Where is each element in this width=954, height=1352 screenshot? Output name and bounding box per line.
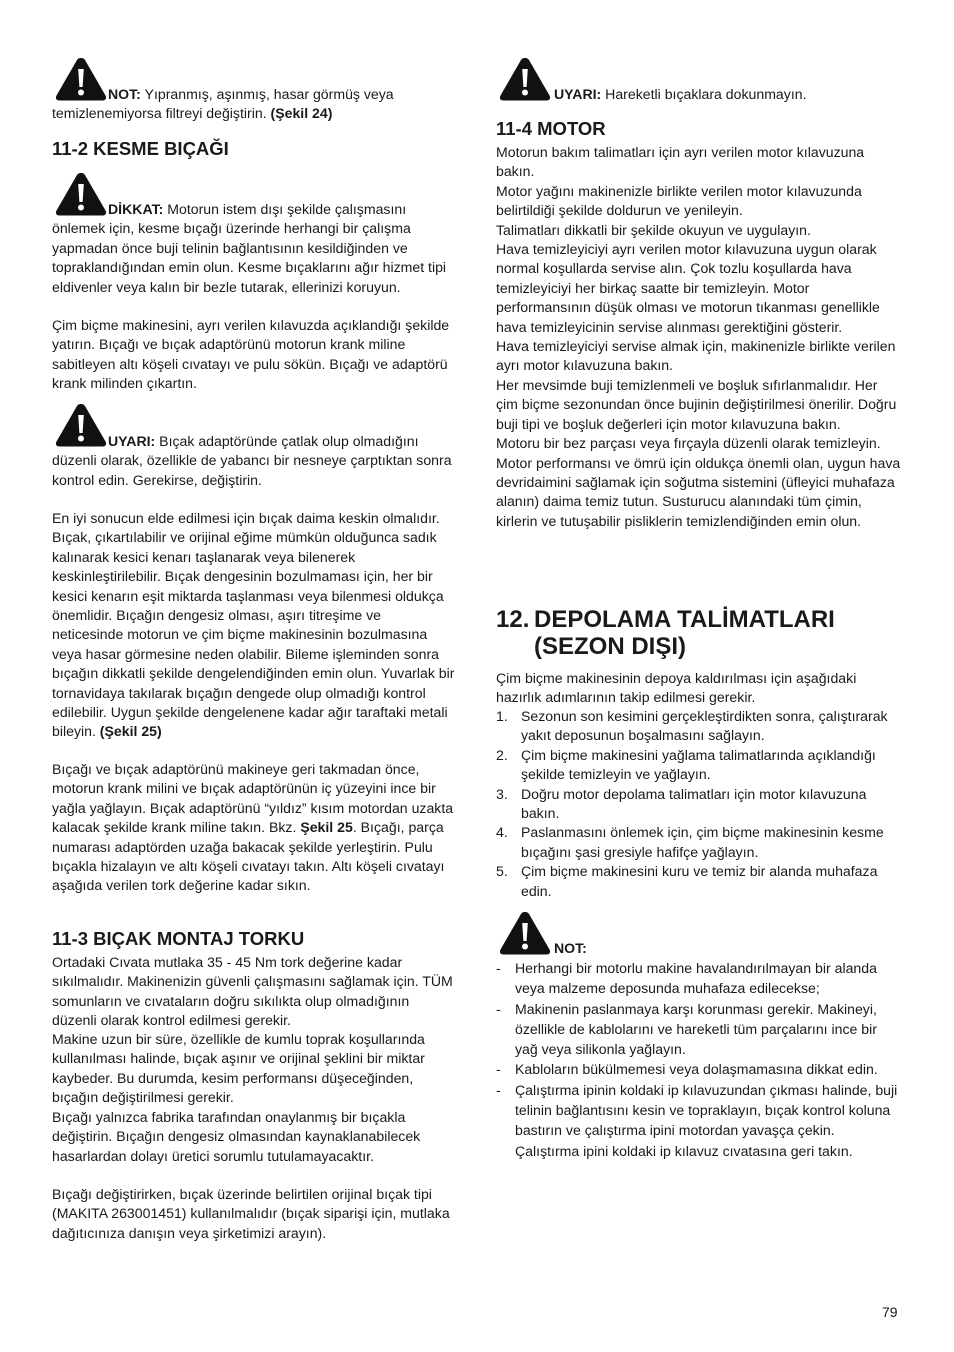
list-item: 1. Sezonun son kesimini gerçekleştirdikten sonra, çalıştırarak yakıt deposunun boşalmasını sağlayın. — [496, 708, 888, 744]
list-item: 2. Çim biçme makinesini yağlama talimatlarında açıklandığı şekilde temizleyin ve yağlayın. — [496, 746, 876, 783]
motor-line: Motorun bakım talimatları için ayrı verilen motor kılavuzuna bakın. — [496, 144, 865, 180]
note-filter: NOT: Yıpranmış, aşınmış, hasar görmüş veya temizlenemiyorsa filtreyi değiştirin. (Şekil 24) — [52, 86, 394, 122]
list-item: - Makinenin paslanmaya karşı korunması gerekir. Makineyi, özellikle de kablolarını ve hareketli tüm parçalarını ince bir yağ veya silikonla yağlayın. — [496, 1000, 877, 1058]
list-item: 5. Çim biçme makinesini kuru ve temiz bir alanda muhafaza edin. — [496, 863, 878, 899]
paragraph-replace: Bıçağı yalnızca fabrika tarafından onaylanmış bir bıçakla değiştirin. Bıçağın dengesiz olmasından kaynaklanabilecek hasarlardan dolayı üretici sorumlu tutulamayacaktır. — [52, 1109, 421, 1164]
motor-instructions — [496, 143, 902, 531]
paragraph-original-blade: Bıçağı değiştirirken, bıçak üzerinde belirtilen orijinal bıçak tipi (MAKITA 263001451) kullanılmalıdır (bıçak siparişi için, mutlaka dağıtıcınıza danışın veya şirketimizi arayın). — [52, 1186, 450, 1241]
warning-moving-blades: UYARI: Hareketli bıçaklara dokunmayın. — [554, 86, 807, 102]
motor-line: Motor yağını makinenizle birlikte verilen motor kılavuzunda belirtildiği şekilde doldurun ve yenileyin. — [496, 182, 862, 219]
section-12-title — [496, 606, 902, 662]
section-11-2-title: 11-2 KESME BIÇAĞI — [52, 138, 229, 159]
paragraph-reinstall: Bıçağı ve bıçak adaptörünü makineye geri takmadan önce, motorun krank milini ve bıçak adaptörünün iç yüzeyini ince bir yağla yağlayın. Bıçak adaptörünü “yıldız” kısım motordan uzakta kalacak şekilde krank miline takın. Bkz. Şekil 25. Bıçağı, parça numarası adaptörden uzağa bakacak şekilde yerleştirin. Pulu bıçakla hizalayın ve altı köşeli cıvatayı takın. Altı köşeli cıvatayı aşağıda verilen tork değerine kadar sıkın. — [52, 761, 454, 894]
section-11-4-title: 11-4 MOTOR — [496, 118, 606, 139]
motor-line: Hava temizleyiciyi ayrı verilen motor kılavuzuna uygun olarak normal koşullarda servise alın. Çok tozlu koşullarda hava temizleyiciyi her birkaç saatte bir temizleyin. Motor performansının düşük olması ve motorun tıkanması genellikle hava temizleyicinin servise alınması gerektiğini gösterir. — [496, 241, 880, 335]
motor-line: Motoru bir bez parçası veya fırçayla düzenli olarak temizleyin. Motor performansı ve ömrü için oldukça önemli olan, uygun hava devridaimini sağlamak için soğutma sistemini (üfleyici muhafaza alanın) daima temiz tutun. Susturucu alanındaki tüm çimin, kirlerin ve tutuşabilir pisliklerin temizlendiğinden emin olun. — [496, 435, 901, 529]
storage-steps — [496, 707, 902, 901]
warning-adapter: UYARI: Bıçak adaptöründe çatlak olup olmadığını düzenli olarak, özellikle de yabancı bir nesneye çarptıktan sonra kontrol edin. Gerekirse, değiştirin. — [52, 433, 452, 488]
section-11-3-title: 11-3 BIÇAK MONTAJ TORKU — [52, 928, 305, 949]
section-12-title-line1: DEPOLAMA TALİMATLARI — [534, 606, 835, 633]
list-item: - Herhangi bir motorlu makine havalandırılmayan bir alanda veya malzeme deposunda muhafaza edilecekse; — [496, 960, 877, 997]
section-12-title-line2: (SEZON DIŞI) — [534, 633, 687, 660]
motor-line: Hava temizleyiciyi servise almak için, makinenizle birlikte verilen ayrı motor kılavuzuna bakın. — [496, 338, 896, 374]
list-item: 4. Paslanmasını önlemek için, çim biçme makinesinin kesme bıçağını şasi gresiyle hafifçe yağlayın. — [496, 824, 884, 860]
caution-blade: DİKKAT: Motorun istem dışı şekilde çalışmasını önlemek için, kesme bıçağı üzerinde herhangi bir çalışma yapmadan önce buji telinin bağlantısının kesildiğinden ve topraklandığından emin olun. Kesme bıçaklarını ağır hizmet tipi eldivenler veya kalın bir bezle tutarak, ellerinizi koruyun. — [52, 201, 447, 295]
page-number: 79 — [882, 1304, 898, 1320]
paragraph-remove-blade: Çim biçme makinesini, ayrı verilen kılavuzda açıklandığı şekilde yatırın. Bıçağı ve bıçak adaptörünü motorun krank miline sabitleyen altı köşeli cıvatayı ve pulu sökün. Bıçağı ve adaptörü krank milinden çıkartın. — [52, 317, 450, 392]
motor-line: Her mevsimde buji temizlenmeli ve boşluk sıfırlanmalıdır. Her çim biçme sezonundan önce bujinin değiştirilmesi önerilir. Doğru buji tipi ve boşluk değerleri için motor kılavuzuna bakın. — [496, 376, 897, 432]
list-item: 3. Doğru motor depolama talimatları için motor kılavuzuna bakın. — [496, 785, 867, 822]
motor-line: Talimatları dikkatli bir şekilde okuyun ve uygulayın. — [496, 221, 811, 238]
list-item: - Çalıştırma ipinin koldaki ip kılavuzundan çıkması halinde, buji telinin bağlantısını kesin ve topraklayın, bıçak kontrol koluna bastırın ve çalıştırma ipini motordan yavaşça çekin. Çalıştırma ipini koldaki ip kılavuz cıvatasına geri takın. — [496, 1081, 898, 1159]
storage-notes — [496, 958, 902, 1161]
storage-intro: Çim biçme makinesinin depoya kaldırılması için aşağıdaki hazırlık adımlarının takip edilmesi gerekir. — [496, 670, 857, 706]
section-12-number: 12. — [496, 606, 530, 633]
paragraph-torque: Ortadaki Cıvata mutlaka 35 - 45 Nm tork değerine kadar sıkılmalıdır. Makinenizin güvenli çalışmasını sağlamak için. TÜM somunların ve cıvataların doğru sıkılıkta olup olmadığının düzenli olarak kontrol edilmesi gerekir. — [52, 954, 453, 1029]
paragraph-wear: Makine uzun bir süre, özellikle de kumlu toprak koşullarında kullanılması halinde, bıçak aşınır ve orijinal şeklini bir miktar kaybeder. Bu durumda, kesim performansı düşeceğinden, bıçağın değiştirilmesi gerekir. — [52, 1031, 425, 1106]
paragraph-sharpen: En iyi sonucun elde edilmesi için bıçak daima keskin olmalıdır. Bıçak, çıkartılabilir ve orijinal eğime mümkün olduğunca sadık kalınarak kesici kenarı taşlanarak veya bilenerek keskinleştirilebilir. Bıçak dengesinin bozulmaması için, her bir kesici kenarın eşit miktarda taşlanması veya bilenmesi oldukça önemlidir. Bıçağın dengesiz olması, aşırı titreşime ve neticesinde motorun ve çim biçme makinesinin bozulmasına veya hasar görmesine neden olabilir. Bileme işleminden sonra bıçağın dikkatli şekilde dengelendiğinden emin olun. Yuvarlak bir tornavidaya takılarak bıçağın dengede olup olmadığı kontrol edilebilir. Uygun şekilde dengelenene kadar ağır taraftaki metali bileyin. (Şekil 25) — [52, 510, 455, 740]
warning-triangle-icon — [498, 910, 552, 956]
note-label: NOT: — [554, 940, 587, 956]
list-item: - Kabloların bükülmemesi veya dolaşmamasına dikkat edin. — [496, 1061, 878, 1078]
